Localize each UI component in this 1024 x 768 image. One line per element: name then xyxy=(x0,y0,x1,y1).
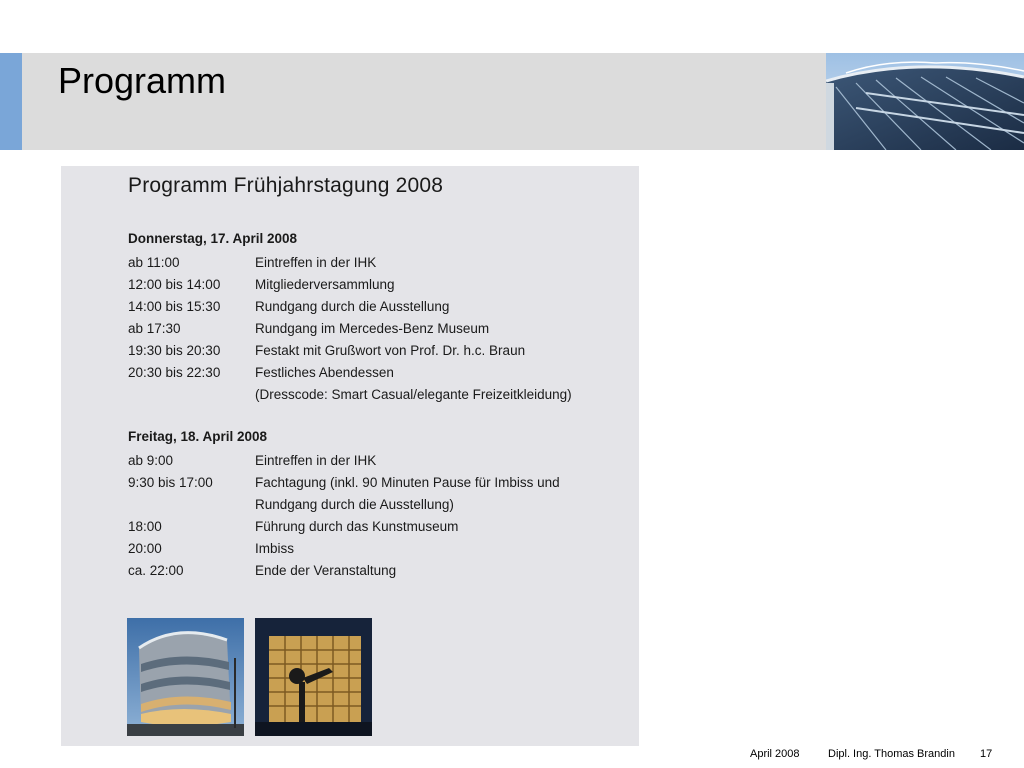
row-time: ab 9:00 xyxy=(128,453,174,468)
schedule-row xyxy=(128,340,628,362)
row-time: ab 17:30 xyxy=(128,321,181,336)
schedule-row xyxy=(128,560,628,582)
schedule-row xyxy=(128,274,628,296)
row-time: 14:00 bis 15:30 xyxy=(128,299,221,314)
header-photo-airport-roof xyxy=(826,53,1024,150)
row-description: Ende der Veranstaltung xyxy=(255,563,397,578)
day-heading-friday: Freitag, 18. April 2008 xyxy=(128,429,268,444)
program-panel xyxy=(61,166,639,746)
row-description: Festliches Abendessen xyxy=(255,365,394,380)
row-description: Rundgang im Mercedes-Benz Museum xyxy=(255,321,490,336)
day-heading-thursday: Donnerstag, 17. April 2008 xyxy=(128,231,298,246)
row-time: ca. 22:00 xyxy=(128,563,184,578)
row-description: Fachtagung (inkl. 90 Minuten Pause für Imbiss und xyxy=(255,475,560,490)
schedule-row xyxy=(128,384,628,406)
row-description: Mitgliederversammlung xyxy=(255,277,395,292)
schedule-row xyxy=(128,450,628,472)
row-description: Führung durch das Kunstmuseum xyxy=(255,519,459,534)
row-time: 19:30 bis 20:30 xyxy=(128,343,221,358)
row-description: Imbiss xyxy=(255,541,295,556)
row-description: Festakt mit Grußwort von Prof. Dr. h.c. Braun xyxy=(255,343,526,358)
footer-date: April 2008 xyxy=(750,748,800,760)
footer-author: Dipl. Ing. Thomas Brandin xyxy=(828,748,955,760)
row-description: Eintreffen in der IHK xyxy=(255,255,377,270)
row-description: (Dresscode: Smart Casual/elegante Freizeitkleidung) xyxy=(255,387,572,402)
schedule-row xyxy=(128,318,628,340)
row-description: Rundgang durch die Ausstellung) xyxy=(255,497,454,512)
schedule-row xyxy=(128,252,628,274)
row-time: 18:00 xyxy=(128,519,162,534)
schedule-row xyxy=(128,472,628,494)
schedule-row xyxy=(128,296,628,318)
row-time: 20:00 xyxy=(128,541,162,556)
footer-page-number: 17 xyxy=(980,748,993,760)
row-time: 12:00 bis 14:00 xyxy=(128,277,221,292)
header-accent-stripe xyxy=(0,53,22,150)
schedule-row xyxy=(128,516,628,538)
program-title: Programm Frühjahrstagung 2008 xyxy=(128,174,444,197)
photo-mercedes-benz-museum xyxy=(127,618,244,736)
row-time: 9:30 bis 17:00 xyxy=(128,475,213,490)
row-description: Eintreffen in der IHK xyxy=(255,453,377,468)
schedule-row xyxy=(128,538,628,560)
row-time: ab 11:00 xyxy=(128,255,180,270)
row-description: Rundgang durch die Ausstellung xyxy=(255,299,450,314)
schedule-row xyxy=(128,362,628,384)
photo-kunstmuseum xyxy=(255,618,372,736)
row-time: 20:30 bis 22:30 xyxy=(128,365,221,380)
slide-title: Programm xyxy=(58,60,227,101)
schedule-row xyxy=(128,494,628,516)
